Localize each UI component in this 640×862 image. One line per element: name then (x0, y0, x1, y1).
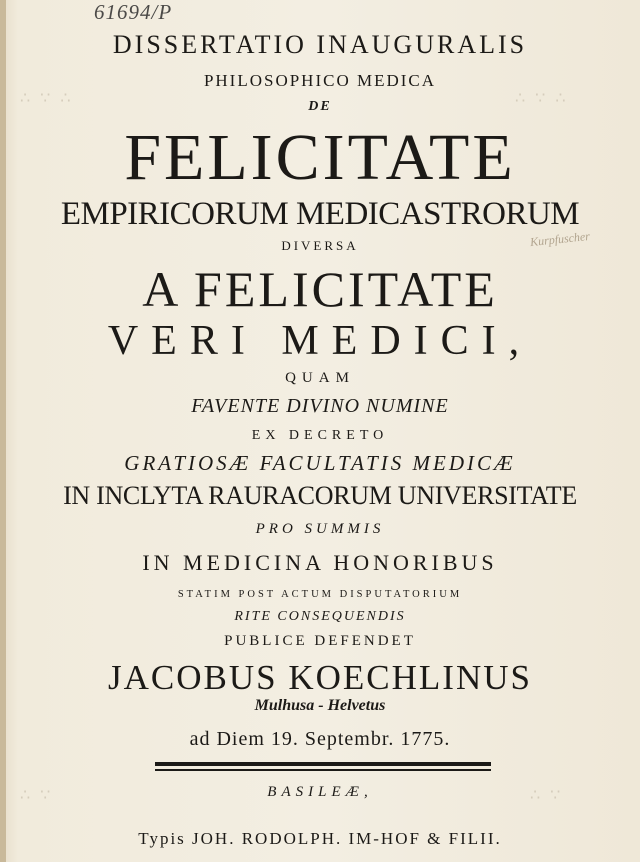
honors-intro: PRO SUMMIS (255, 521, 385, 537)
date-line: ad Diem 19. Septembr. 1775. (189, 728, 451, 750)
shelfmark: 61694/P (94, 0, 173, 24)
relative-pronoun: QUAM (285, 370, 355, 386)
show-through-text: ∴ ∵ ∴ (20, 90, 74, 107)
university-line: IN INCLYTA RAURACORUM UNIVERSITATE (63, 481, 577, 510)
invocation-line: FAVENTE DIVINO NUMINE (191, 395, 449, 417)
disputation-line: STATIM POST ACTUM DISPUTATORIUM (177, 589, 463, 600)
thick-rule (155, 762, 491, 766)
margin-note: Kurpfuscher (529, 228, 591, 250)
consequendis-line: RITE CONSEQUENDIS (234, 609, 406, 624)
thin-rule (155, 769, 491, 771)
place-of-publication: BASILEÆ, (267, 784, 373, 800)
author-origin: Mulhusa - Helvetus (254, 697, 386, 714)
printer-imprint: Typis JOH. RODOLPH. IM-HOF & FILII. (138, 829, 502, 848)
show-through-text: ∴ ∵ (20, 787, 54, 804)
defendet-line: PUBLICE DEFENDET (224, 633, 416, 649)
faculty-line: GRATIOSÆ FACULTATIS MEDICÆ (124, 451, 516, 475)
title-connector: DIVERSA (281, 238, 359, 253)
preposition-de: DE (308, 99, 332, 114)
main-title: FELICITATE (124, 121, 516, 194)
subject-line: PHILOSOPHICO MEDICA (203, 71, 437, 90)
decree-line: EX DECRETO (251, 428, 389, 443)
main-title-continued: EMPIRICORUM MEDICASTRORUM (60, 196, 580, 232)
secondary-title-continued: VERI MEDICI, (107, 318, 533, 364)
secondary-title: A FELICITATE (142, 261, 498, 317)
dissertation-heading: DISSERTATIO INAUGURALIS (112, 30, 528, 59)
honors-line: IN MEDICINA HONORIBUS (142, 550, 498, 575)
author-name: JACOBUS KOECHLINUS (108, 658, 532, 697)
show-through-text: ∴ ∵ (530, 787, 564, 804)
show-through-text: ∴ ∵ ∴ (515, 90, 569, 107)
